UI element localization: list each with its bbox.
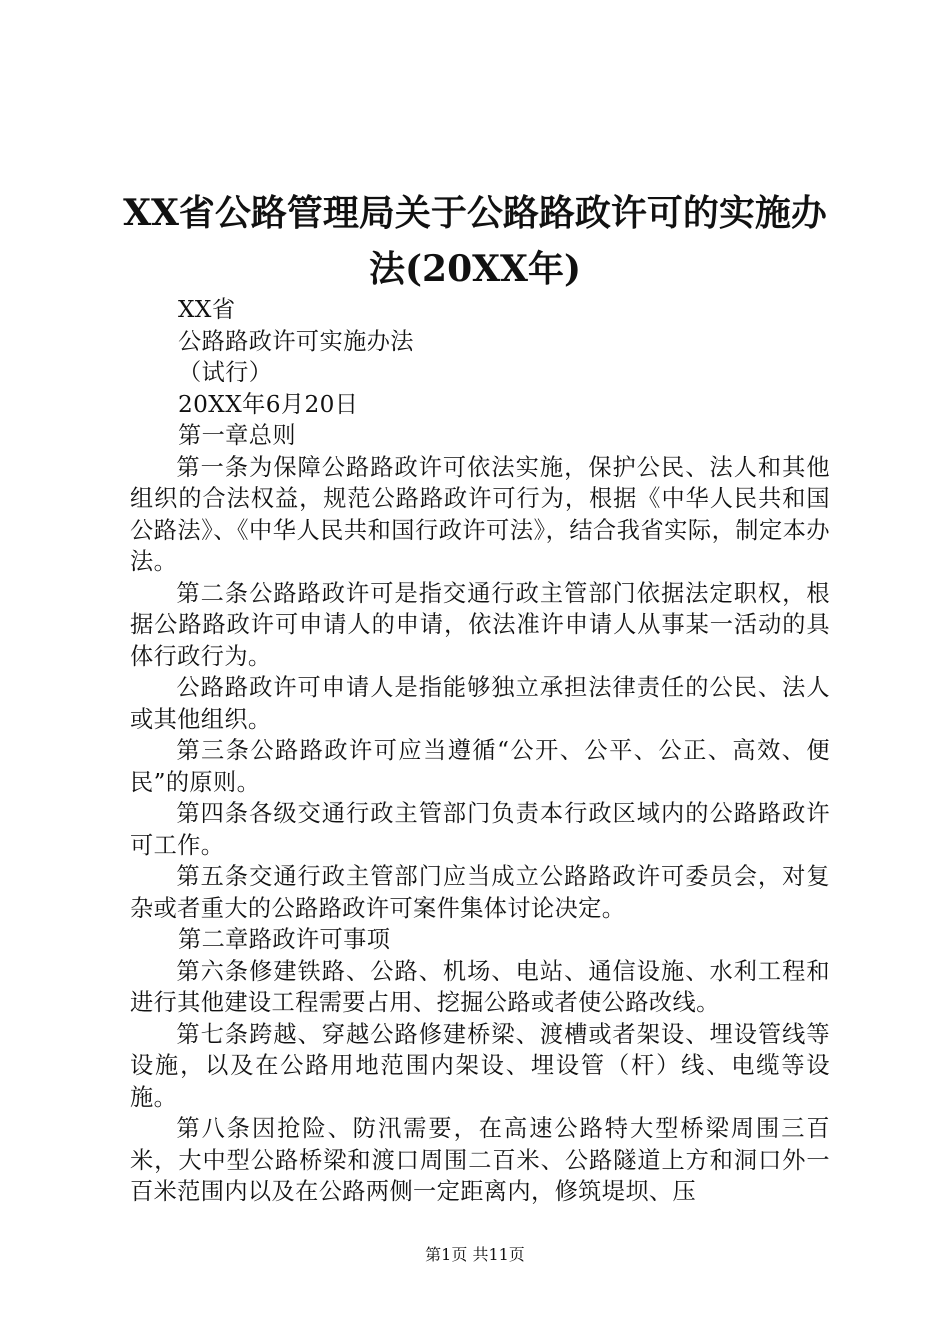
chapter-heading-2: 第二章路政许可事项 (178, 926, 391, 953)
document-body (130, 294, 830, 1208)
title-line-1: XX省公路管理局关于公路路政许可的实施办 (123, 192, 827, 234)
page-footer: 第1页 共11页 (425, 1245, 525, 1264)
article-paragraph: 第四条各级交通行政主管部门负责本行政区域内的公路路政许可工作。 (130, 800, 830, 859)
article-paragraph: 第七条跨越、穿越公路修建桥梁、渡槽或者架设、埋设管线等设施，以及在公路用地范围内架设、埋设管（杆）线、电缆等设施。 (130, 1020, 830, 1111)
article-paragraph: 第八条因抢险、防汛需要，在高速公路特大型桥梁周围三百米，大中型公路桥梁和渡口周围二百米、公路隧道上方和洞口外一百米范围内以及在公路两侧一定距离内，修筑堤坝、压 (130, 1115, 830, 1205)
article-paragraph: 第六条修建铁路、公路、机场、电站、通信设施、水利工程和进行其他建设工程需要占用、挖掘公路或者使公路改线。 (130, 957, 830, 1016)
meta-province: XX省 (178, 296, 236, 323)
title-line-2: 法(20XX年) (368, 248, 582, 290)
meta-doc-name: 公路路政许可实施办法 (178, 327, 414, 355)
article-paragraph: 第三条公路路政许可应当遵循“公开、公平、公正、高效、便民”的原则。 (130, 737, 830, 796)
meta-date: 20XX年6月20日 (178, 390, 359, 418)
article-paragraph: 第二条公路路政许可是指交通行政主管部门依据法定职权，根据公路路政许可申请人的申请，依法准许申请人从事某一活动的具体行政行为。 (130, 579, 830, 670)
article-paragraph: 第五条交通行政主管部门应当成立公路路政许可委员会，对复杂或者重大的公路路政许可案件集体讨论决定。 (130, 863, 830, 922)
document-title (100, 185, 850, 297)
meta-trial: （试行） (178, 359, 273, 386)
article-paragraph: 公路路政许可申请人是指能够独立承担法律责任的公民、法人或其他组织。 (130, 674, 830, 733)
chapter-heading-1: 第一章总则 (178, 422, 296, 449)
article-paragraph: 第一条为保障公路路政许可依法实施，保护公民、法人和其他组织的合法权益，规范公路路政许可行为，根据《中华人民共和国公路法》、《中华人民共和国行政许可法》，结合我省实际，制定本办法。 (130, 453, 830, 575)
